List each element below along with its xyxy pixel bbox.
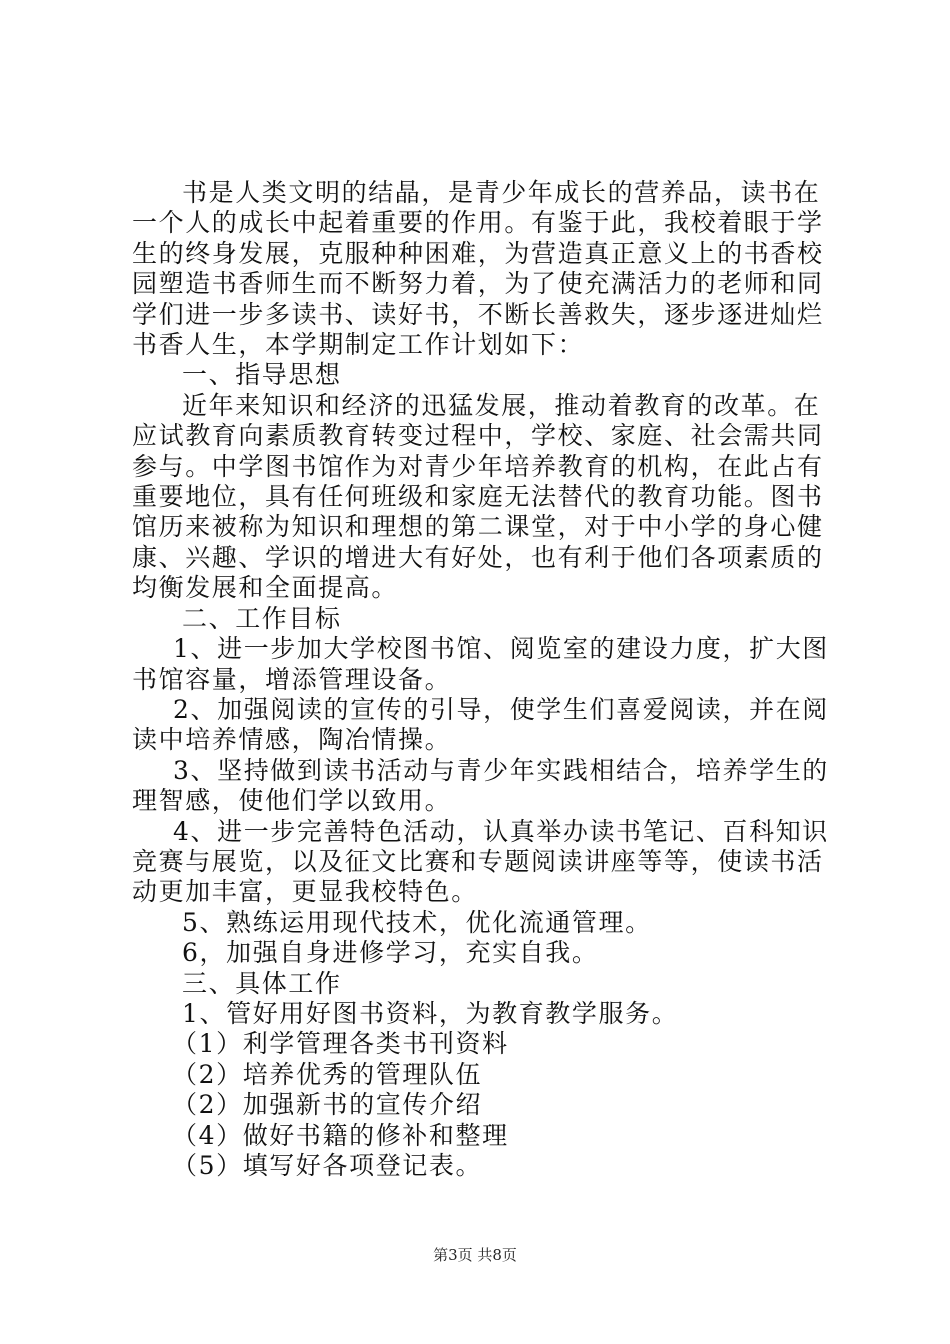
sub-item: （1）利学管理各类书刊资料 [172,1029,509,1059]
page-footer: 第3页 共8页 [433,1246,517,1264]
sub-item: （4）做好书籍的修补和整理 [172,1120,509,1150]
intro-paragraph: 书是人类文明的结晶，是青少年成长的营养品，读书在一个人的成长中起着重要的作用。有鉴于此，我校着眼于学生的终身发展，克服种种困难，为营造真正意义上的书香校园塑造书香师生而不断努力着，为了使充满活力的老师和同学们进一步多读书、读好书，不断长善救失，逐步逐进灿烂书香人生，本学期制定工作计划如下： [132,178,824,360]
goal-item: 6，加强自身进修学习，充实自我。 [182,938,599,968]
goal-item: 1、进一步加大学校图书馆、阅览室的建设力度，扩大图书馆容量，增添管理设备。 [132,634,829,694]
work-item: 1、管好用好图书资料，为教育教学服务。 [182,998,679,1028]
goal-item: 5、熟练运用现代技术，优化流通管理。 [182,907,652,937]
section-heading-specific-work: 三、具体工作 [182,968,342,998]
goal-item: 2、加强阅读的宣传的引导，使学生们喜爱阅读，并在阅读中培养情感，陶冶情操。 [132,694,829,755]
guiding-thought-paragraph: 近年来知识和经济的迅猛发展，推动着教育的改革。在应试教育向素质教育转变过程中，学校、家庭、社会需共同参与。中学图书馆作为对青少年培养教育的机构，在此占有重要地位，具有任何班级和家庭无法替代的教育功能。图书馆历来被称为知识和理想的第二课堂，对于中小学的身心健康、兴趣、学识的增进大有好处，也有利于他们各项素质的均衡发展和全面提高。 [132,390,824,603]
goal-item: 3、坚持做到读书活动与青少年实践相结合，培养学生的理智感，使他们学以致用。 [132,755,829,816]
sub-item: （2）加强新书的宣传介绍 [172,1090,483,1120]
section-heading-guiding-thought: 一、指导思想 [182,360,342,390]
sub-item: （5）填写好各项登记表。 [172,1151,483,1180]
sub-item: （2）培养优秀的管理队伍 [172,1059,483,1089]
section-heading-work-goals: 二、工作目标 [182,603,342,633]
goal-item: 4、进一步完善特色活动，认真举办读书笔记、百科知识竞赛与展览，以及征文比赛和专题阅读讲座等等，使读书活动更加丰富，更显我校特色。 [132,816,829,907]
document-body [132,178,832,1181]
